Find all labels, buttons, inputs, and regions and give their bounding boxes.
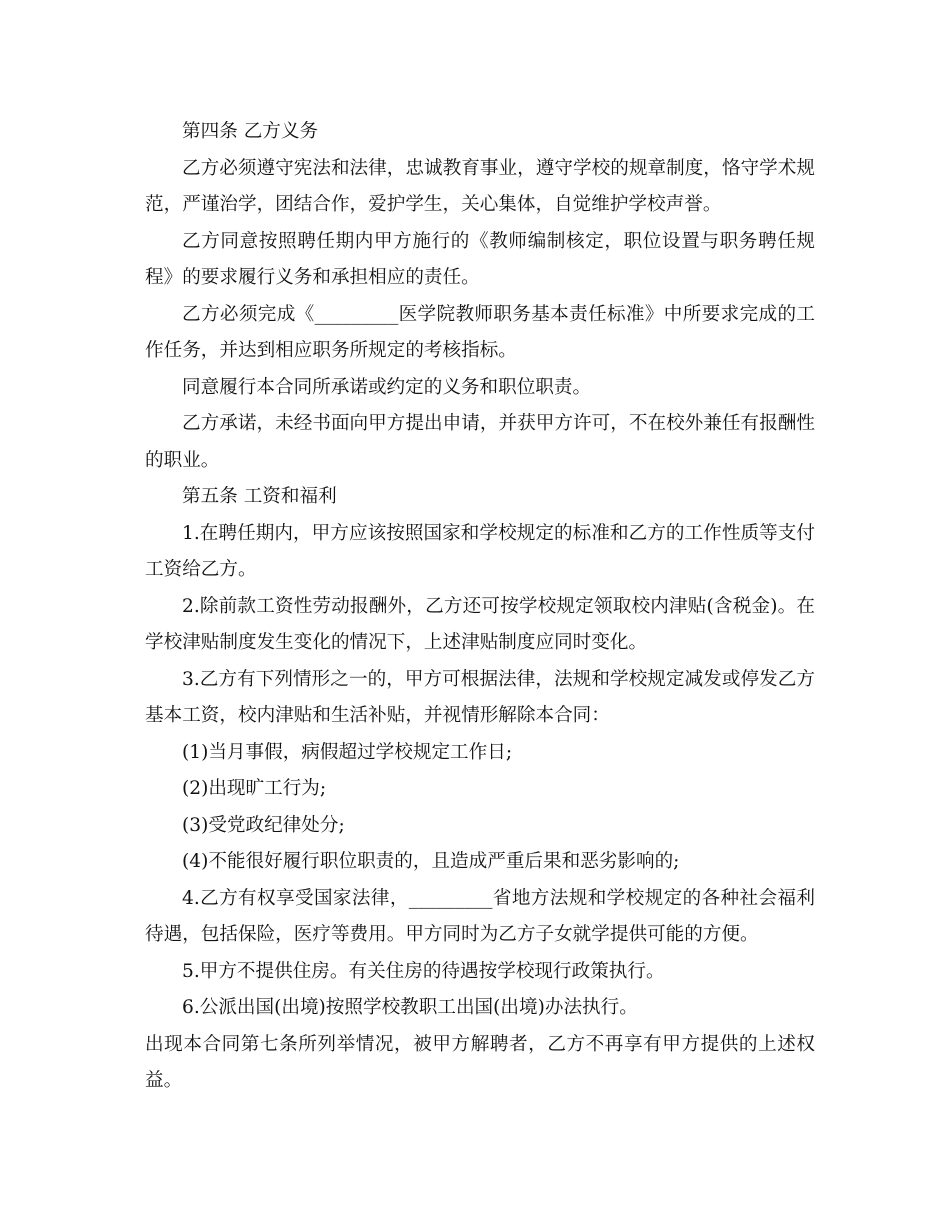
- article-4-heading: 第四条 乙方义务: [182, 121, 319, 142]
- paragraph-salary-5: 5.甲方不提供住房。有关住房的待遇按学校现行政策执行。: [182, 960, 665, 982]
- paragraph-obligation-standard: 乙方必须完成《_________医学院教师职务基本责任标准》中所要求完成的工作任务，并达到相应职务所规定的考核指标。: [145, 303, 815, 361]
- paragraph-salary-1: 1.在聘任期内，甲方应该按照国家和学校规定的标准和乙方的工作性质等支付工资给乙方。: [145, 522, 815, 580]
- paragraph-salary-3: 3.乙方有下列情形之一的，甲方可根据法律，法规和学校规定减发或停发乙方基本工资，校内津贴和生活补贴，并视情形解除本合同：: [145, 668, 815, 726]
- list-item-condition-4: (4)不能很好履行职位职责的，且造成严重后果和恶劣影响的;: [182, 851, 680, 872]
- paragraph-salary-6: 6.公派出国(出境)按照学校教职工出国(出境)办法执行。: [182, 997, 638, 1018]
- paragraph-salary-4: 4.乙方有权享受国家法律，_________省地方法规和学校规定的各种社会福利待遇，包括保险，医疗等费用。甲方同时为乙方子女就学提供可能的方便。: [145, 887, 815, 945]
- list-item-condition-3: (3)受党政纪律处分;: [182, 814, 345, 836]
- document-body: [145, 114, 815, 1100]
- article-5-heading: 第五条 工资和福利: [182, 486, 337, 507]
- paragraph-obligation-outside-work: 乙方承诺，未经书面向甲方提出申请，并获甲方许可，不在校外兼任有报酬性的职业。: [145, 413, 815, 471]
- paragraph-salary-2: 2.除前款工资性劳动报酬外，乙方还可按学校规定领取校内津贴(含税金)。在学校津贴制度发生变化的情况下，上述津贴制度应同时变化。: [145, 595, 815, 653]
- list-item-condition-1: (1)当月事假，病假超过学校规定工作日;: [182, 741, 513, 763]
- paragraph-dismissal-rights: 出现本合同第七条所列举情况，被甲方解聘者，乙方不再享有甲方提供的上述权益。: [145, 1033, 815, 1091]
- list-item-condition-2: (2)出现旷工行为;: [182, 778, 327, 799]
- paragraph-obligation-duties: 同意履行本合同所承诺或约定的义务和职位职责。: [182, 376, 592, 398]
- paragraph-obligation-rules: 乙方同意按照聘任期内甲方施行的《教师编制核定，职位设置与职务聘任规程》的要求履行义务和承担相应的责任。: [145, 230, 815, 288]
- paragraph-obligation-law: 乙方必须遵守宪法和法律，忠诚教育事业，遵守学校的规章制度，恪守学术规范，严谨治学，团结合作，爱护学生，关心集体，自觉维护学校声誉。: [145, 157, 815, 215]
